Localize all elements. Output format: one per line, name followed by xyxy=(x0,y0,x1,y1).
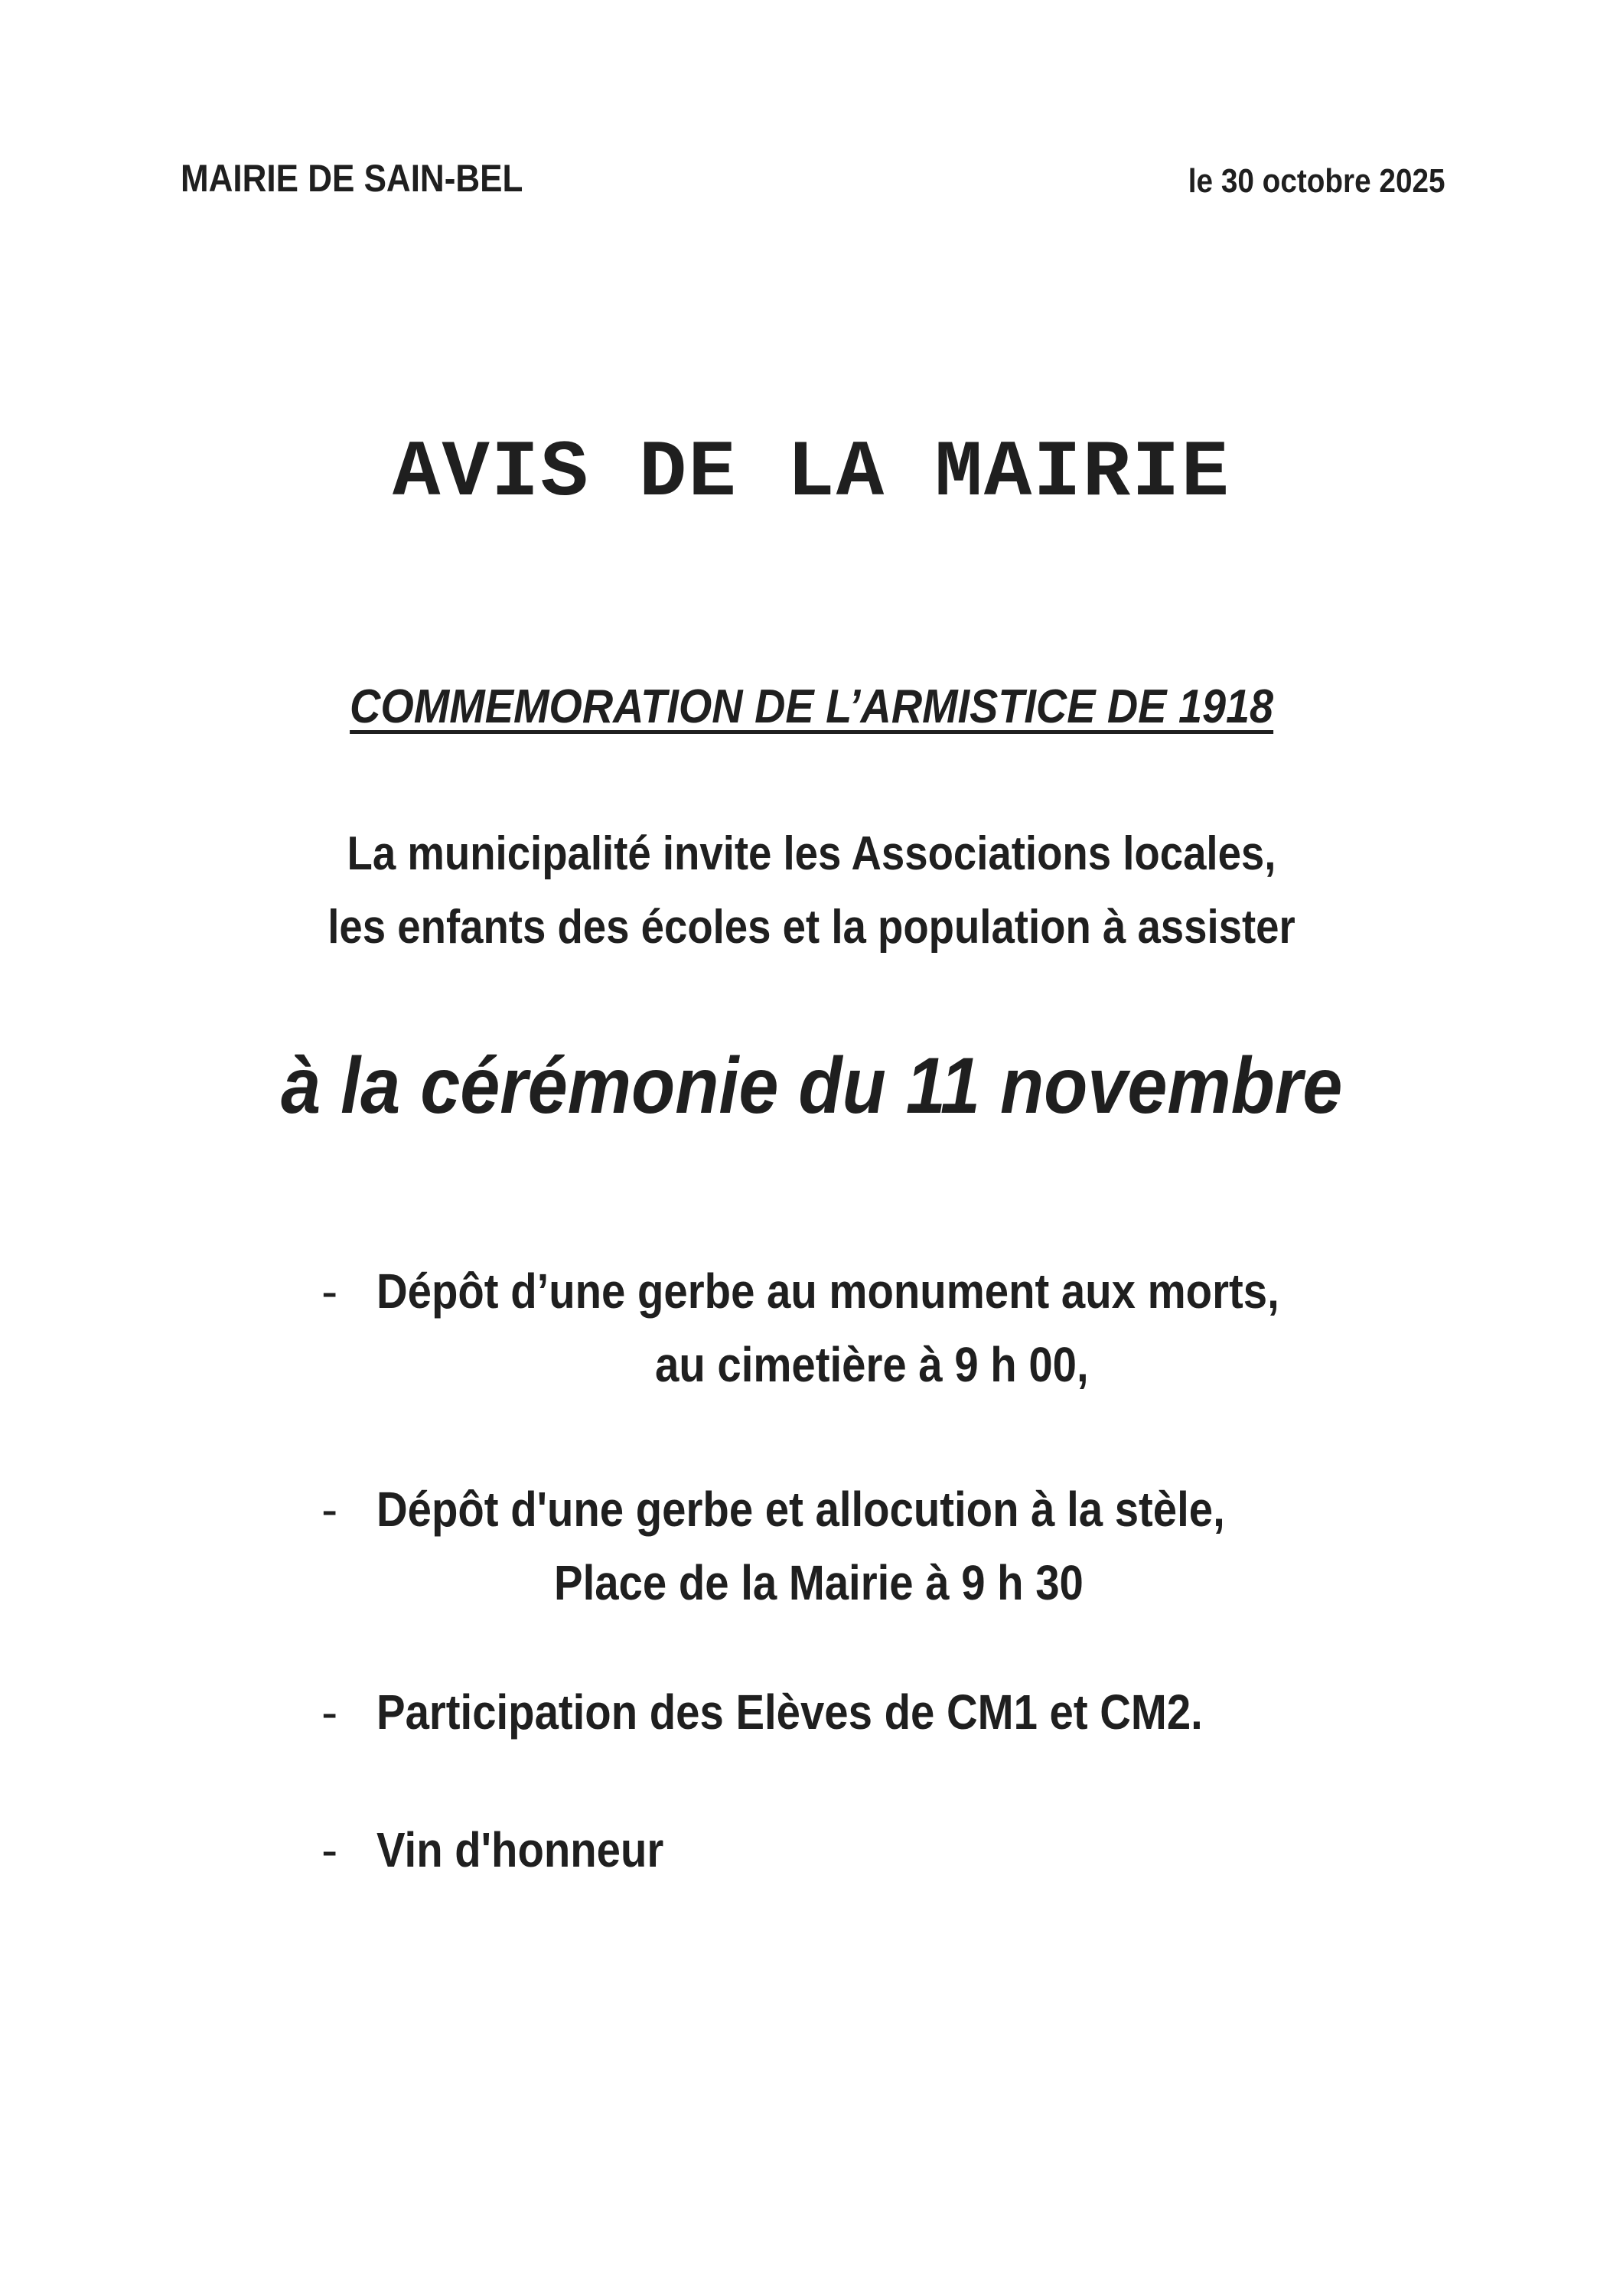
program-item-line-2: Place de la Mairie à 9 h 30 xyxy=(554,1555,1084,1610)
notice-title: AVIS DE LA MAIRIE xyxy=(393,429,1230,519)
headline-text: à la cérémonie du 11 novembre xyxy=(280,1042,1343,1130)
list-dash: - xyxy=(321,1264,338,1319)
program-item-line-1: Vin d'honneur xyxy=(376,1822,664,1877)
invitation-text xyxy=(0,817,1623,964)
subtitle-text: COMMEMORATION DE L’ARMISTICE DE 1918 xyxy=(349,680,1274,733)
program-item-line-1: Dépôt d'une gerbe et allocution à la stèle, xyxy=(376,1482,1225,1537)
list-dash: - xyxy=(321,1482,338,1537)
list-dash: - xyxy=(321,1684,338,1740)
notice-date: le 30 octobre 2025 xyxy=(1188,162,1445,200)
issuer-name: MAIRIE DE SAIN-BEL xyxy=(181,157,523,200)
program-item-line-1: Participation des Elèves de CM1 et CM2. xyxy=(376,1684,1203,1740)
program-item-line-2: au cimetière à 9 h 00, xyxy=(655,1337,1089,1392)
notice-subtitle xyxy=(0,680,1623,734)
list-dash: - xyxy=(321,1822,338,1877)
program-item-line-1: Dépôt d’une gerbe au monument aux morts, xyxy=(376,1264,1279,1319)
invitation-line-2: les enfants des écoles et la population à assister xyxy=(328,901,1295,954)
ceremony-headline xyxy=(0,1041,1623,1132)
invitation-line-1: La municipalité invite les Associations locales, xyxy=(347,827,1276,880)
